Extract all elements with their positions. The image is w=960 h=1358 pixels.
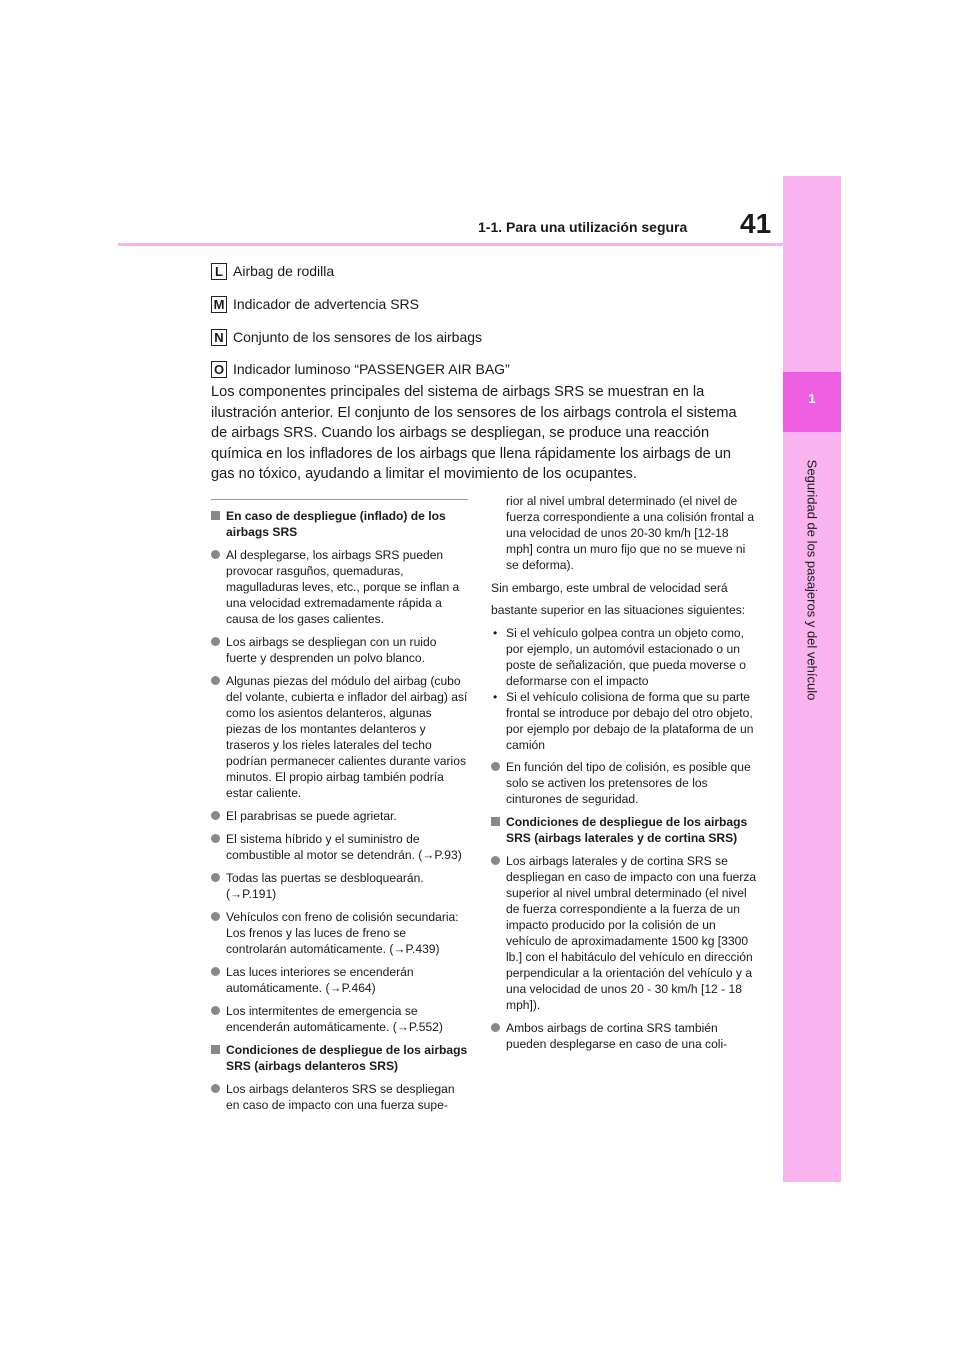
bullet-item <box>211 1003 469 1035</box>
circle-bullet-icon <box>211 676 220 685</box>
square-bullet-icon <box>211 1045 220 1054</box>
legend-item-n <box>211 327 482 347</box>
bullet-item <box>491 1020 757 1052</box>
legend-text: Conjunto de los sensores de los airbags <box>233 329 483 345</box>
bullet-text: Al desplegarse, los airbags SRS pueden provocar rasguños, quemaduras, magulladuras leves, etc., porque se inflan a una velocidad extremadamente rápida a causa de los gases calientes. <box>226 548 460 626</box>
dot-list <box>491 625 757 753</box>
circle-bullet-icon <box>211 637 220 646</box>
legend-item-l <box>211 261 334 281</box>
legend-item-o <box>211 359 510 379</box>
bullet-item <box>211 1081 469 1113</box>
bullet-text: Vehículos con freno de colisión secundaria: Los frenos y las luces de freno se controlarán automáticamente. (→P.439) <box>226 910 459 956</box>
bullet-item <box>211 870 469 902</box>
circle-bullet-icon <box>211 967 220 976</box>
circle-bullet-icon <box>491 856 500 865</box>
section-title: 1-1. Para una utilización segura <box>478 219 688 235</box>
circle-bullet-icon <box>211 550 220 559</box>
circle-bullet-icon <box>211 873 220 882</box>
legend-letter-o: O <box>211 361 227 378</box>
right-column <box>491 493 757 1059</box>
bullet-text: Ambos airbags de cortina SRS también pueden desplegarse en caso de una coli- <box>506 1021 728 1051</box>
list-item <box>491 625 757 689</box>
section-heading <box>491 814 757 846</box>
dot-bullet-icon: • <box>493 626 498 640</box>
bullet-text: Los airbags se despliegan con un ruido fuerte y desprenden un polvo blanco. <box>226 635 437 665</box>
bullet-text: Todas las puertas se desbloquearán. (→P.191) <box>226 871 424 901</box>
legend-text: Airbag de rodilla <box>233 263 335 279</box>
bullet-item <box>211 909 469 957</box>
bullet-item <box>491 853 757 1013</box>
bullet-item <box>491 759 757 807</box>
square-bullet-icon <box>211 511 220 520</box>
legend-letter-n: N <box>211 329 227 346</box>
circle-bullet-icon <box>211 1084 220 1093</box>
divider <box>211 499 468 500</box>
circle-bullet-icon <box>211 811 220 820</box>
bullet-text: El sistema híbrido y el suministro de combustible al motor se detendrán. (→P.93) <box>226 832 462 862</box>
legend-item-m <box>211 294 419 314</box>
continuation-text: rior al nivel umbral determinado (el nivel de fuerza correspondiente a una colisión frontal a una velocidad de unos 20-30 km/h [12-18 mph] contra un muro fijo que no se mueve ni se deforma). <box>506 494 755 572</box>
bullet-text: Los intermitentes de emergencia se encenderán automáticamente. (→P.552) <box>226 1004 443 1034</box>
list-item <box>491 689 757 753</box>
heading-text: Condiciones de despliegue de los airbags SRS (airbags laterales y de cortina SRS) <box>506 815 748 845</box>
bullet-text: Los airbags laterales y de cortina SRS se despliegan en caso de impacto con una fuerza superior al nivel umbral determinado (el nivel de fuerza correspondiente a la fuerza de un impacto producido por la colisión de un vehículo de aproximadamente 1500 kg [3300 lb.] con el habitáculo del vehículo en dirección perpendicular a la orientación del vehículo y a una velocidad de unos 20 - 30 km/h [12 - 18 mph]). <box>506 854 757 1012</box>
paragraph: Sin embargo, este umbral de velocidad será bastante superior en las situaciones siguientes: <box>491 581 746 617</box>
legend-letter-m: M <box>211 296 227 313</box>
chapter-number: 1 <box>808 391 816 406</box>
circle-bullet-icon <box>211 1006 220 1015</box>
bullet-item <box>211 831 469 863</box>
bullet-text: Algunas piezas del módulo del airbag (cubo del volante, cubierta e inflador del airbag) así como los asientos delanteros, algunas piezas de los montantes delanteros y traseros y los rieles laterales del techo podrían permanecer calientes durante varios minutos. El propio airbag también podría estar caliente. <box>226 674 468 800</box>
intro-paragraph: Los componentes principales del sistema de airbags SRS se muestran en la ilustración anterior. El conjunto de los sensores de los airbags controla el sistema de airbags SRS. Cuando los airbags se despliegan, se produce una reacción química en los infladores de los airbags que llena rápidamente los airbags de un gas no tóxico, ayudando a limitar el movimiento de los ocupantes. <box>211 384 737 482</box>
circle-bullet-icon <box>491 1023 500 1032</box>
circle-bullet-icon <box>491 762 500 771</box>
section-heading <box>211 1042 469 1074</box>
legend-text: Indicador de advertencia SRS <box>233 296 419 312</box>
bullet-text: El parabrisas se puede agrietar. <box>226 809 397 823</box>
square-bullet-icon <box>491 817 500 826</box>
bullet-text: Las luces interiores se encenderán automáticamente. (→P.464) <box>226 965 414 995</box>
bullet-item <box>211 808 469 824</box>
bullet-text: En función del tipo de colisión, es posible que solo se activen los pretensores de los cinturones de seguridad. <box>506 760 751 806</box>
legend-text: Indicador luminoso “PASSENGER AIR BAG” <box>233 361 510 377</box>
bullet-item <box>211 673 469 801</box>
circle-bullet-icon <box>211 912 220 921</box>
legend-letter-l: L <box>211 263 227 280</box>
dot-bullet-icon: • <box>493 690 498 704</box>
chapter-label: Seguridad de los pasajeros y del vehículo <box>804 459 820 701</box>
circle-bullet-icon <box>211 834 220 843</box>
bullet-text: Los airbags delanteros SRS se despliegan en caso de impacto con una fuerza supe- <box>226 1082 455 1112</box>
section-heading <box>211 508 469 540</box>
bullet-item <box>211 547 469 627</box>
left-column <box>211 508 469 1120</box>
page-number: 41 <box>740 208 772 239</box>
bullet-item <box>211 634 469 666</box>
header-rule <box>118 243 783 246</box>
heading-text: En caso de despliegue (inflado) de los airbags SRS <box>226 509 446 539</box>
heading-text: Condiciones de despliegue de los airbags SRS (airbags delanteros SRS) <box>226 1043 468 1073</box>
list-item-text: Si el vehículo colisiona de forma que su parte frontal se introduce por debajo del otro objeto, por ejemplo por debajo de la plataforma de un camión <box>506 690 754 752</box>
list-item-text: Si el vehículo golpea contra un objeto como, por ejemplo, un automóvil estacionado o un poste de señalización, que pueda moverse o deformarse con el impacto <box>506 626 747 688</box>
bullet-item <box>211 964 469 996</box>
